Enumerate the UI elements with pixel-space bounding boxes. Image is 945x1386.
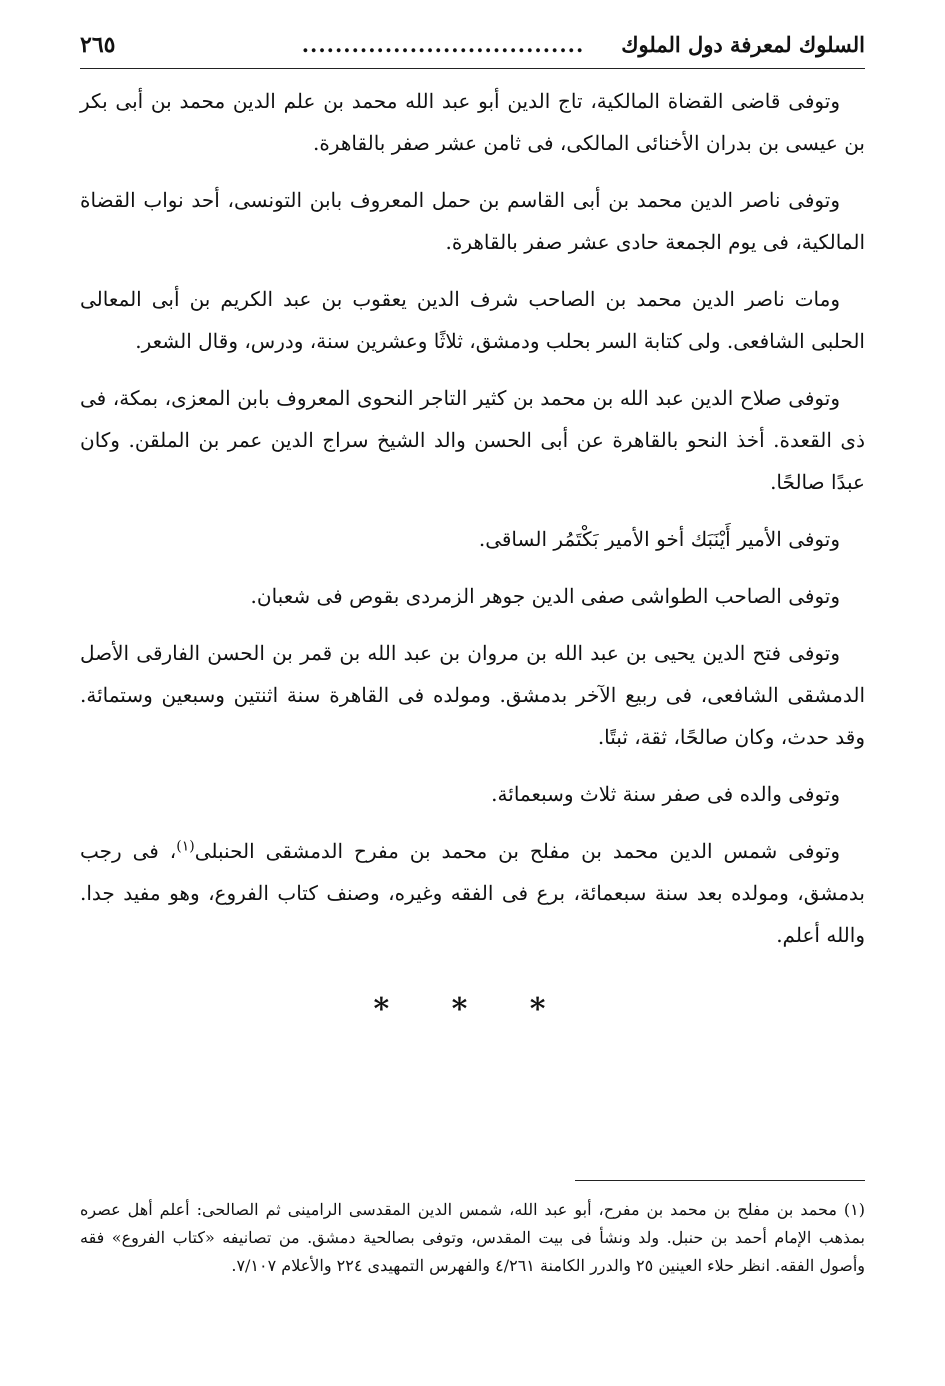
paragraph-4: وتوفى صلاح الدين عبد الله بن محمد بن كثير التاجر النحوى المعروف بابن المعزى، بمكة، فى ذى القعدة. أخذ النحو بالقاهرة عن أبى الحسن والد الشيخ سراج الدين عمر بن الملقن. وكان عبدًا صالحًا. bbox=[80, 386, 865, 494]
running-title: السلوك لمعرفة دول الملوك bbox=[621, 32, 865, 57]
section-separator: * * * bbox=[373, 992, 572, 1027]
running-header bbox=[80, 30, 865, 69]
paragraph-1: وتوفى قاضى القضاة المالكية، تاج الدين أبو عبد الله محمد بن علم الدين محمد بن أبى بكر بن عيسى بن بدران الأخنائى المالكى، فى ثامن عشر صفر بالقاهرة. bbox=[80, 89, 865, 155]
paragraph-2: وتوفى ناصر الدين محمد بن أبى القاسم بن حمل المعروف بابن التونسى، أحد نواب القضاة المالكية، فى يوم الجمعة حادى عشر صفر بالقاهرة. bbox=[80, 188, 865, 254]
paragraph-9-end: ، فى رجب بدمشق، ومولده بعد سنة سبعمائة، برع فى الفقه وغيره، وصنف كتاب الفروع، وهو مفيد جدا. والله أعلم. bbox=[80, 839, 865, 947]
header-leader-dots: .................................. bbox=[301, 32, 585, 57]
page-number: ٢٦٥ bbox=[80, 32, 116, 58]
footnote-rule bbox=[575, 1180, 865, 1181]
paragraph-6: وتوفى الصاحب الطواشى صفى الدين جوهر الزمردى بقوص فى شعبان. bbox=[250, 584, 840, 608]
paragraph-9-start: وتوفى شمس الدين محمد بن مفلح بن محمد بن مفرح الدمشقى الحنبلى bbox=[194, 839, 841, 863]
paragraph-3: ومات ناصر الدين محمد بن الصاحب شرف الدين يعقوب بن عبد الكريم بن أبى المعالى الحلبى الشافعى. ولى كتابة السر بحلب ودمشق، ثلاثًا وعشرين سنة، ودرس، وقال الشعر. bbox=[80, 287, 865, 353]
paragraph-9 bbox=[80, 830, 865, 956]
paragraph-5: وتوفى الأمير أَيْنَبَك أخو الأمير بَكْتَمُر الساقى. bbox=[478, 527, 840, 551]
footnote: (١) محمد بن مفلح بن محمد بن مفرح، أبو عبد الله، شمس الدين المقدسى الرامينى ثم الصالحى: أعلم أهل عصره بمذهب الإمام أحمد بن حنبل. ولد ونشأ فى بيت المقدس، وتوفى بصالحية دمشق. من تصانيفه «كتاب الفروع» فقه وأصول الفقه. انظر حلاء العينين ٢٥ والدرر الكامنة ٤/٢٦١ والفهرس التمهيدى ٢٢٤ والأعلام ٧/١٠٧. bbox=[80, 1200, 866, 1275]
paragraph-8: وتوفى والده فى صفر سنة ثلاث وسبعمائة. bbox=[491, 782, 840, 806]
paragraph-7: وتوفى فتح الدين يحيى بن عبد الله بن مروان بن عبد الله بن قمر بن الحسن الفارقى الأصل الدمشقى الشافعى، فى ربيع الآخر بدمشق. ومولده فى القاهرة سنة اثنتين وسبعين وستمائة. وقد حدث، وكان صالحًا، ثقة، ثبتًا. bbox=[80, 641, 865, 749]
footnote-reference-marker: (١) bbox=[176, 838, 195, 855]
main-text bbox=[80, 80, 865, 971]
